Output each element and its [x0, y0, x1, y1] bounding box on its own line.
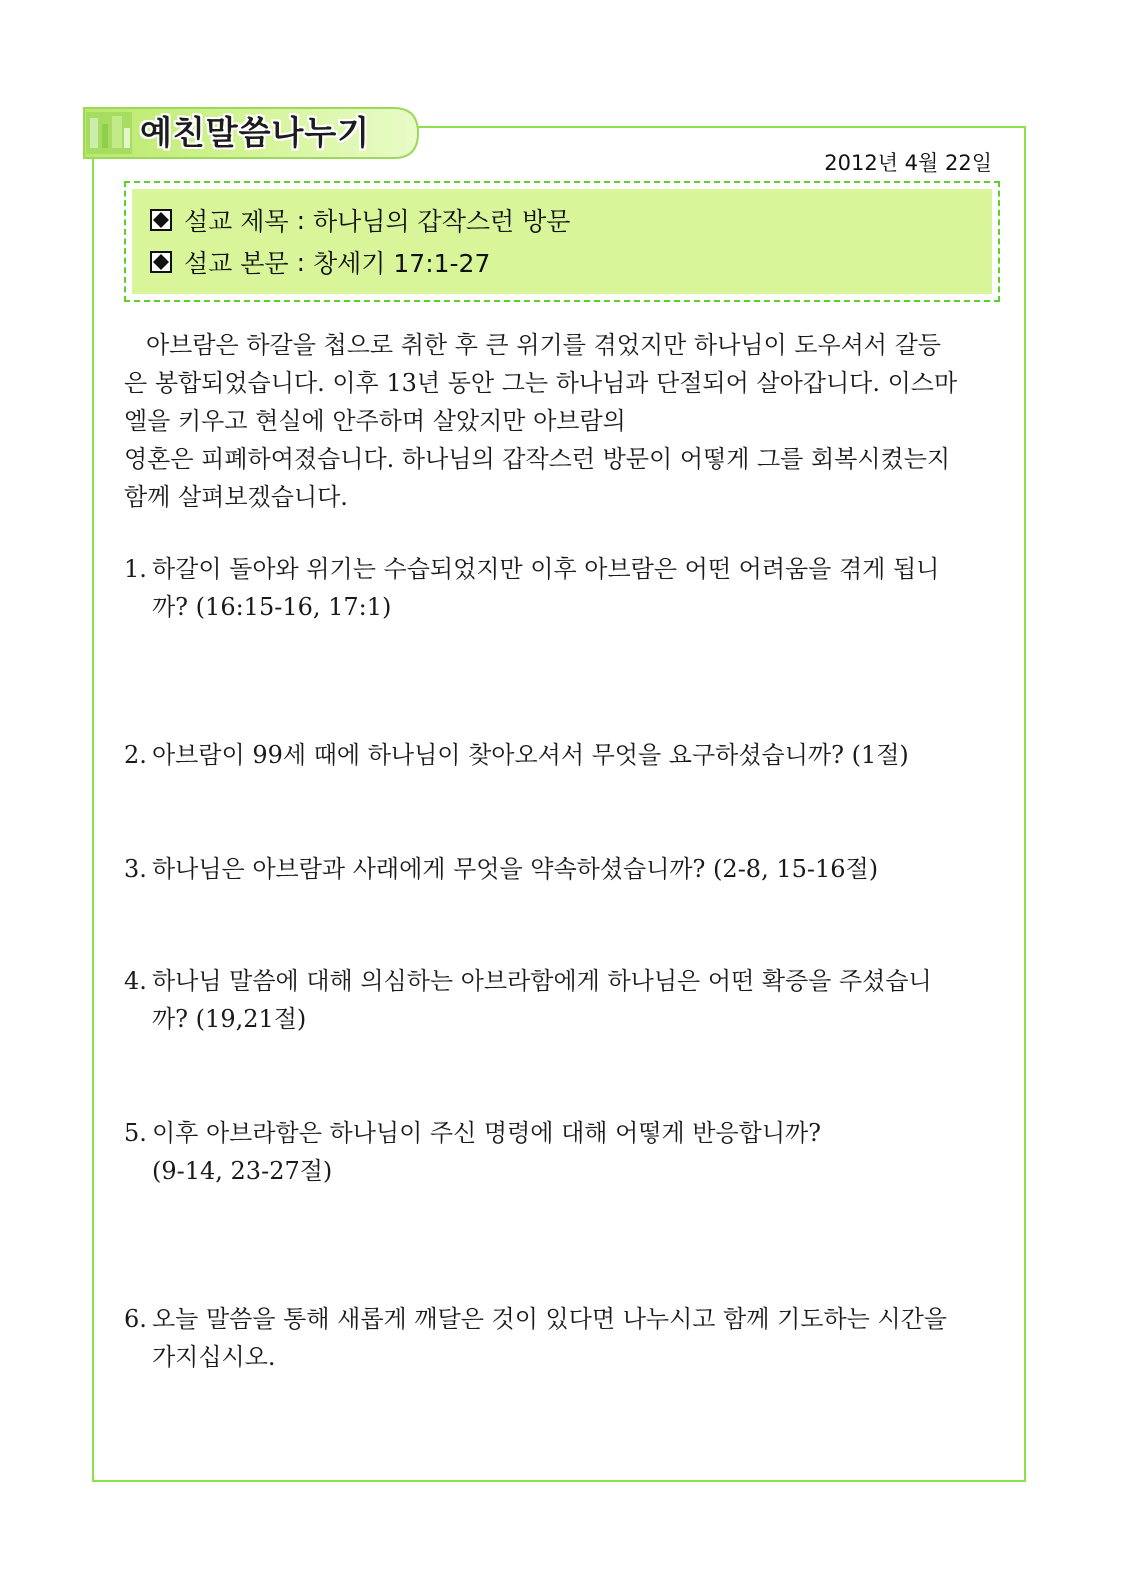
- intro-line: 엘을 키우고 현실에 안주하며 살았지만 아브람의: [124, 407, 626, 435]
- question-4: [124, 962, 1004, 1038]
- question-number: 3.: [124, 855, 147, 883]
- question-line: [124, 736, 1004, 774]
- intro-line: 은 봉합되었습니다. 이후 13년 동안 그는 하나님과 단절되어 살아갑니다. 이스마: [124, 369, 958, 397]
- section-banner: [82, 104, 420, 162]
- intro-paragraph: [124, 326, 1004, 516]
- intro-line: [124, 326, 1004, 364]
- question-line: [124, 962, 1004, 1000]
- question-3: [124, 850, 1004, 888]
- question-continuation: 까? (16:15-16, 17:1): [152, 593, 392, 621]
- intro-line: 함께 살펴보겠습니다.: [124, 483, 348, 511]
- sermon-info-inner: [132, 189, 992, 294]
- question-text: 하나님은 아브람과 사래에게 무엇을 약속하셨습니까? (2-8, 15-16절): [152, 855, 879, 883]
- question-continuation: (9-14, 23-27절): [152, 1157, 333, 1185]
- sermon-text-value: 창세기 17:1-27: [313, 249, 491, 278]
- sermon-text-label: 설교 본문: [184, 249, 289, 278]
- question-text: 하나님 말씀에 대해 의심하는 아브라함에게 하나님은 어떤 확증을 주셨습니: [152, 967, 932, 995]
- question-number: 4.: [124, 967, 147, 995]
- question-continuation: 까? (19,21절): [152, 1005, 307, 1033]
- question-1: [124, 550, 1004, 626]
- sermon-title-value: 하나님의 갑작스런 방문: [313, 207, 571, 236]
- question-text: 아브람이 99세 때에 하나님이 찾아오셔서 무엇을 요구하셨습니까? (1절): [152, 741, 909, 769]
- question-line: [124, 550, 1004, 588]
- colon-separator: :: [296, 205, 305, 235]
- intro-line: 영혼은 피폐하여졌습니다. 하나님의 갑작스런 방문이 어떻게 그를 회복시켰는지: [124, 445, 951, 473]
- question-line: [124, 850, 1004, 888]
- sermon-info-box: [124, 181, 1000, 302]
- sermon-title-row: [150, 199, 992, 241]
- question-continuation: 가지십시오.: [152, 1343, 276, 1371]
- question-text: 오늘 말씀을 통해 새롭게 깨달은 것이 있다면 나누시고 함께 기도하는 시간을: [152, 1305, 947, 1333]
- banner-title: 예친말씀나누기: [140, 113, 371, 152]
- question-number: 5.: [124, 1119, 147, 1147]
- colon-separator: :: [296, 247, 305, 277]
- question-5: [124, 1114, 1004, 1190]
- question-line: [124, 1114, 1004, 1152]
- question-2: [124, 736, 1004, 774]
- question-6: [124, 1300, 1004, 1376]
- question-line: [124, 1300, 1004, 1338]
- diamond-bullet-icon: [150, 209, 172, 231]
- question-text: 하갈이 돌아와 위기는 수습되었지만 이후 아브람은 어떤 어려움을 겪게 됩니: [152, 555, 940, 583]
- question-number: 1.: [124, 555, 147, 583]
- question-number: 2.: [124, 741, 147, 769]
- question-text: 이후 아브라함은 하나님이 주신 명령에 대해 어떻게 반응합니까?: [152, 1119, 822, 1147]
- question-number: 6.: [124, 1305, 147, 1333]
- sermon-title-label: 설교 제목: [184, 207, 289, 236]
- diamond-bullet-icon: [150, 251, 172, 273]
- sermon-text-row: [150, 241, 992, 283]
- intro-line-text: 아브람은 하갈을 첩으로 취한 후 큰 위기를 겪었지만 하나님이 도우셔서 갈등: [146, 331, 941, 359]
- date-label: 2012년 4월 22일: [824, 151, 992, 175]
